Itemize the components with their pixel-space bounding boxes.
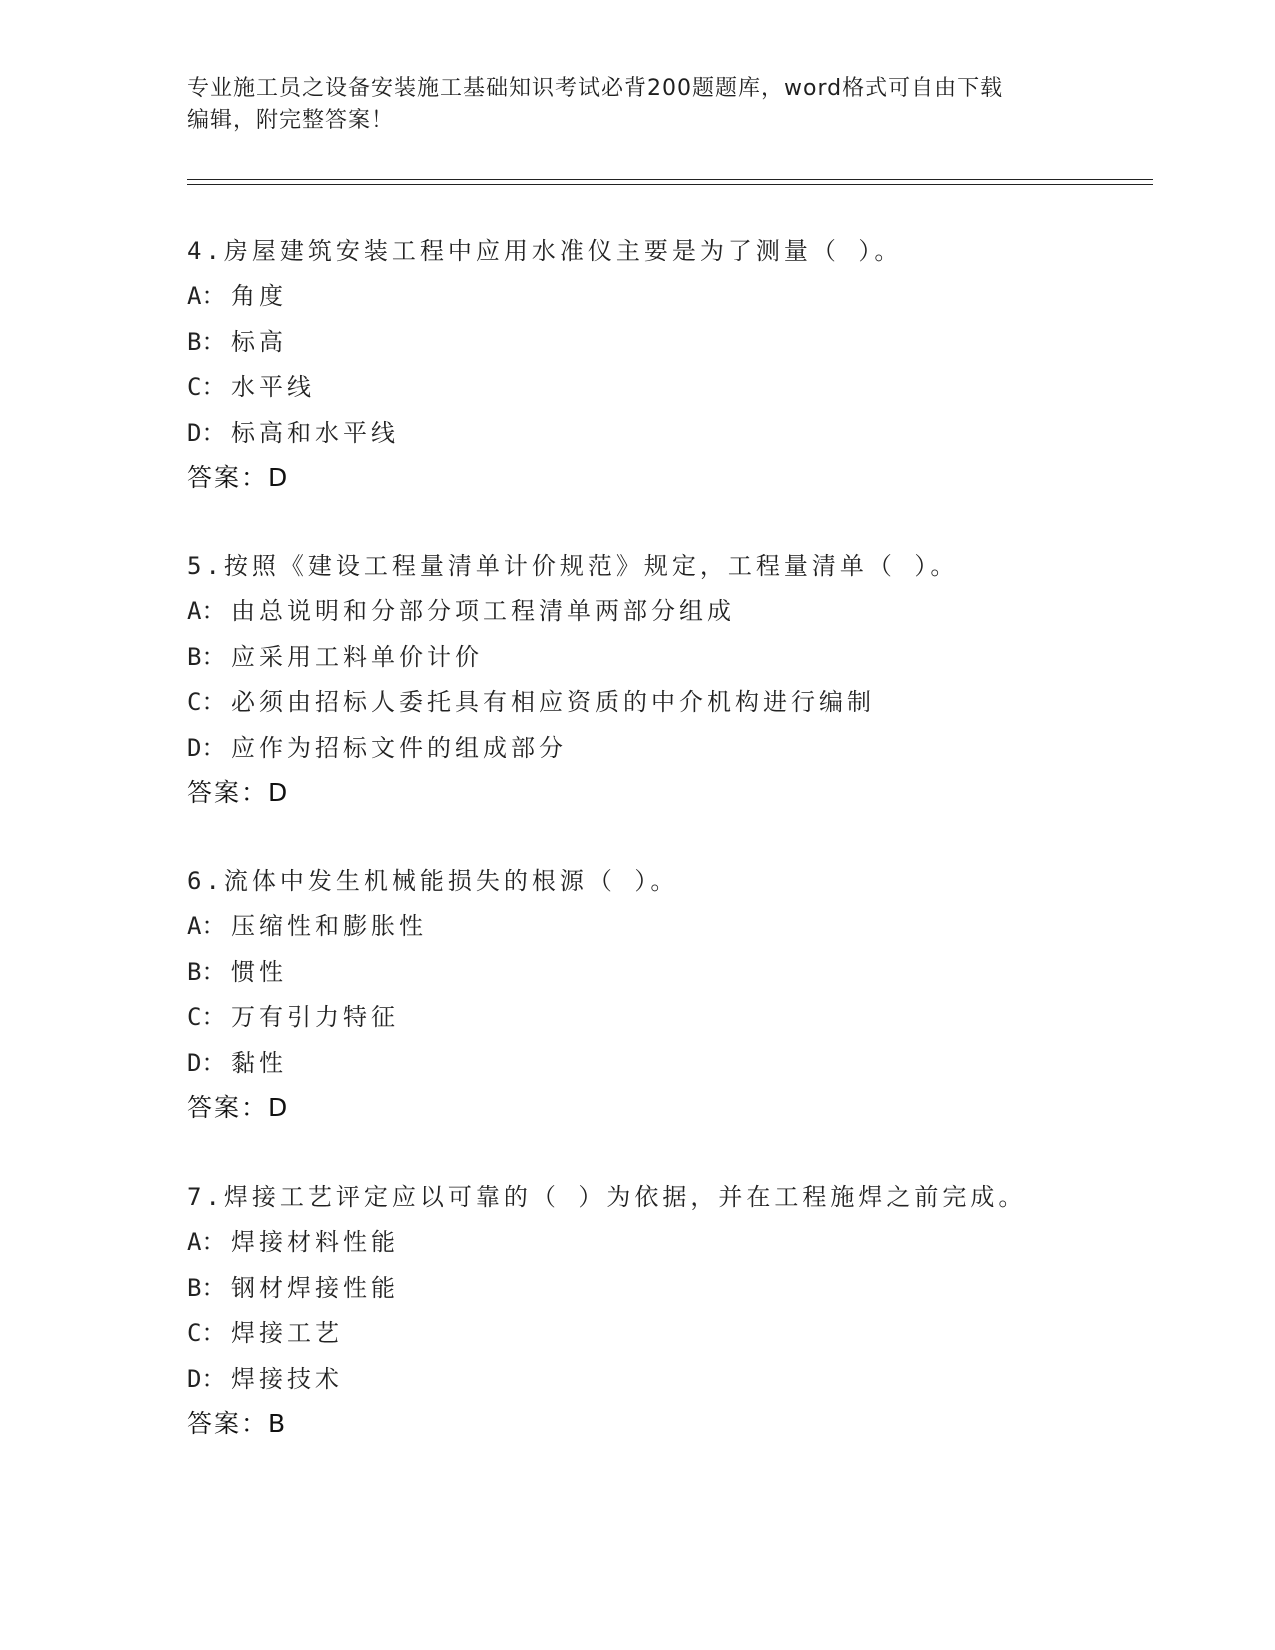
option-d bbox=[187, 418, 1147, 448]
option-text: 惯性 bbox=[231, 957, 287, 986]
option-text: 应采用工料单价计价 bbox=[231, 642, 483, 671]
question-block bbox=[187, 866, 1147, 1123]
option-text: 由总说明和分部分项工程清单两部分组成 bbox=[231, 597, 735, 625]
header-line-1: 专业施工员之设备安装施工基础知识考试必背200题题库，word格式可自由下载 bbox=[187, 76, 1004, 101]
option-a bbox=[187, 281, 1147, 311]
option-a bbox=[187, 911, 1147, 941]
question-title: 6.流体中发生机械能损失的根源（ ）。 bbox=[187, 867, 679, 895]
answer-label: 答案： bbox=[187, 463, 269, 492]
option-c bbox=[187, 687, 1147, 717]
option-letter: C： bbox=[187, 1319, 226, 1347]
option-c bbox=[187, 372, 1147, 402]
option-c bbox=[187, 1318, 1147, 1348]
option-text: 黏性 bbox=[231, 1048, 287, 1077]
option-letter: A： bbox=[187, 1228, 226, 1256]
question-block bbox=[187, 236, 1147, 493]
answer-value: D bbox=[268, 463, 289, 492]
option-letter: A： bbox=[187, 912, 226, 940]
answer-line bbox=[187, 463, 1147, 493]
answer-label: 答案： bbox=[187, 778, 269, 807]
option-b bbox=[187, 1273, 1147, 1303]
option-b bbox=[187, 642, 1147, 672]
option-letter: A： bbox=[187, 597, 226, 625]
option-text: 必须由招标人委托具有相应资质的中介机构进行编制 bbox=[231, 688, 875, 716]
option-text: 应作为招标文件的组成部分 bbox=[231, 733, 567, 762]
question-block bbox=[187, 551, 1147, 808]
answer-label: 答案： bbox=[187, 1093, 269, 1122]
question-title: 7.焊接工艺评定应以可靠的（ ）为依据，并在工程施焊之前完成。 bbox=[187, 1183, 1027, 1211]
option-a bbox=[187, 596, 1147, 626]
option-letter: D： bbox=[187, 1364, 226, 1393]
option-text: 标高 bbox=[231, 327, 287, 356]
option-letter: D： bbox=[187, 418, 226, 447]
option-text: 焊接技术 bbox=[231, 1364, 343, 1393]
option-c bbox=[187, 1002, 1147, 1032]
question-title: 4.房屋建筑安装工程中应用水准仪主要是为了测量（ ）。 bbox=[187, 237, 903, 265]
answer-line bbox=[187, 778, 1147, 808]
header-divider-bottom bbox=[187, 184, 1153, 185]
answer-value: B bbox=[268, 1409, 287, 1438]
option-letter: B： bbox=[187, 1273, 226, 1302]
question-block bbox=[187, 1182, 1147, 1439]
option-letter: B： bbox=[187, 957, 226, 986]
option-text: 焊接工艺 bbox=[231, 1319, 343, 1347]
option-text: 水平线 bbox=[231, 373, 315, 401]
option-text: 标高和水平线 bbox=[231, 418, 399, 447]
option-b bbox=[187, 327, 1147, 357]
header-divider-top bbox=[187, 179, 1153, 180]
option-letter: D： bbox=[187, 1048, 226, 1077]
option-letter: B： bbox=[187, 642, 226, 671]
answer-label: 答案： bbox=[187, 1409, 269, 1438]
option-d bbox=[187, 733, 1147, 763]
option-d bbox=[187, 1048, 1147, 1078]
option-a bbox=[187, 1227, 1147, 1257]
option-text: 角度 bbox=[231, 282, 287, 310]
header-line-2: 编辑，附完整答案！ bbox=[187, 108, 395, 133]
option-text: 压缩性和膨胀性 bbox=[231, 912, 427, 940]
option-text: 焊接材料性能 bbox=[231, 1228, 399, 1256]
option-d bbox=[187, 1364, 1147, 1394]
answer-line bbox=[187, 1093, 1147, 1123]
answer-line bbox=[187, 1409, 1147, 1439]
option-text: 万有引力特征 bbox=[231, 1003, 399, 1031]
question-title: 5.按照《建设工程量清单计价规范》规定，工程量清单（ ）。 bbox=[187, 552, 959, 580]
option-letter: A： bbox=[187, 282, 226, 310]
document-header bbox=[187, 73, 1087, 137]
option-letter: C： bbox=[187, 688, 226, 716]
option-letter: C： bbox=[187, 373, 226, 401]
option-b bbox=[187, 957, 1147, 987]
answer-value: D bbox=[268, 778, 289, 807]
answer-value: D bbox=[268, 1093, 289, 1122]
option-text: 钢材焊接性能 bbox=[231, 1273, 399, 1302]
option-letter: B： bbox=[187, 327, 226, 356]
option-letter: C： bbox=[187, 1003, 226, 1031]
option-letter: D： bbox=[187, 733, 226, 762]
